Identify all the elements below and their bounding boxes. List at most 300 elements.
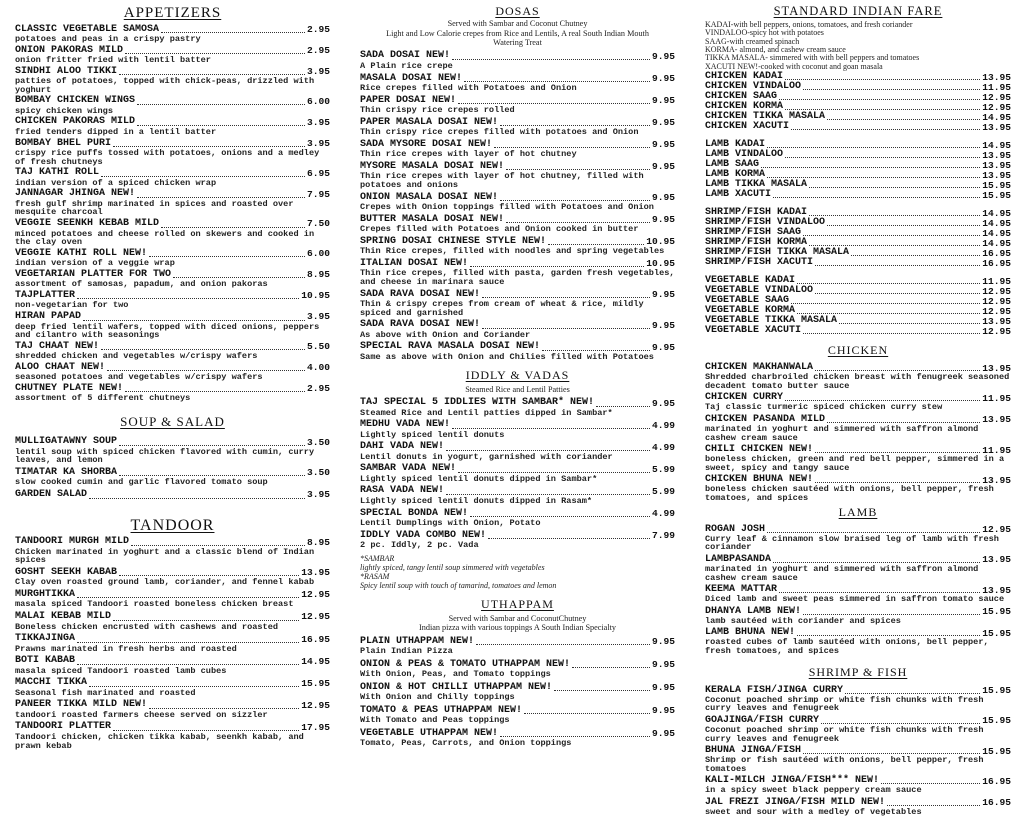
item-name: VEGETABLE VINDALOO [705,285,814,297]
item-price: 13.95 [982,474,1011,486]
menu-item [360,464,675,483]
item-description: indian version of a veggie wrap [15,258,175,269]
dot-leader [803,89,980,90]
menu-item [15,96,330,115]
dot-leader [809,215,980,216]
standard-group [705,276,1011,336]
item-price: 10.95 [301,290,330,302]
dosas-list [360,51,675,361]
item-description: marinated in yoghurt and simmered with saffron almond cashew cream sauce [705,424,979,443]
menu-item-line [705,258,1011,268]
dot-leader [803,614,980,615]
menu-item [15,312,330,340]
item-description: Plain Indian Pizza [360,646,453,656]
dot-leader [791,303,980,304]
menu-item [705,686,1011,713]
item-description: Thin Rice crepes, filled with noodles and spring vegetables [360,246,665,257]
item-description: Lentil Dumplings with Onion, Potato [360,518,541,529]
item-name: RASA VADA NEW! [360,485,445,497]
item-price: 9.95 [651,341,675,353]
item-description: Chicken marinated in yoghurt and a classic blend of Indian spices [15,546,315,566]
menu-item [360,398,675,417]
item-price: 14.95 [982,111,1011,123]
item-name: TIMATAR KA SHORBA [15,466,118,478]
item-price: 7.50 [306,218,330,230]
dot-leader [803,753,980,754]
item-price: 15.95 [982,715,1011,727]
standard-group [705,208,1011,268]
menu-item [15,384,330,403]
item-price: 9.95 [651,728,675,740]
item-name: TANDOORI MURGH MILD [15,536,130,548]
item-description: Thin crispy rice crepes filled with potatoes and Onion [360,127,639,138]
item-price: 13.95 [982,71,1011,83]
dot-leader [77,664,299,665]
dot-leader [113,730,299,731]
dot-leader [131,545,305,546]
item-price: 15.95 [982,685,1011,697]
item-name: HIRAN PAPAD [15,311,82,322]
item-name: SAMBAR VADA NEW! [360,463,457,475]
item-price: 12.95 [301,611,330,623]
item-name: KALI-MILCH JINGA/FISH*** NEW! [705,775,880,787]
dot-leader [797,283,980,284]
menu-item [15,722,330,750]
dot-leader [524,713,650,714]
dot-leader [149,708,299,709]
item-name: LAMB XACUTI [705,189,772,201]
dot-leader [821,723,980,724]
item-description: spicy chicken wings [15,105,113,116]
item-description: Taj classic turmeric spiced chicken curry stew [705,402,943,413]
menu-item [360,215,675,234]
standard-note: SAAG-with creamed spinach [705,36,800,46]
uthappam-description: Indian pizza with various toppings A South Indian Specialty [419,623,616,633]
item-price: 5.99 [651,485,675,497]
menu-item [15,67,330,95]
item-price: 16.95 [982,257,1011,269]
item-description: fried tenders dipped in a lentil batter [15,126,217,137]
dot-leader [161,32,305,33]
menu-item [360,509,675,528]
item-name: TAJ CHAAT NEW! [15,340,100,352]
item-description: Clay oven roasted ground lamb, coriander, and fennel kabab [15,577,315,588]
dot-leader [785,109,980,110]
item-price: 3.95 [306,66,330,78]
dot-leader [470,266,644,267]
dot-leader [77,298,299,299]
item-name: TIKKAJINGA [15,633,76,645]
menu-item [705,415,1011,442]
item-description: Prawns marinated in fresh herbs and roasted [15,643,237,654]
dot-leader [542,350,650,351]
item-name: VEGETARIAN PLATTER FOR TWO [15,268,172,280]
tandoor-list [15,537,330,750]
menu-item [705,628,1011,655]
item-description: sweet and sour with a medley of vegetables [705,806,922,817]
item-description: assortment of 5 different chutneys [15,393,191,404]
dot-leader [494,147,650,148]
dot-leader [101,176,305,177]
item-price: 9.95 [651,705,675,717]
item-price: 10.95 [646,258,675,270]
item-name: CHICKEN CURRY [705,392,784,404]
rasam-note: Spicy lentil soup with touch of tamarind, tomatoes and lemon [360,581,557,591]
item-description: tandoori roasted farmers cheese served on sizzler [15,709,268,720]
item-price: 10.95 [646,236,675,248]
item-name: ITALIAN DOSAI NEW! [360,257,469,269]
item-name: MALAI KEBAB MILD [15,611,112,623]
item-price: 12.95 [301,699,330,711]
dosas-subtitle: Served with Sambar and Coconut Chutney [447,19,588,29]
menu-item [360,660,675,679]
dot-leader [791,129,980,130]
item-price: 9.95 [651,117,675,129]
item-price: 5.50 [306,341,330,353]
dot-leader [767,177,980,178]
dot-leader [773,197,980,198]
item-name: SADA MYSORE DOSAI NEW! [360,138,493,150]
item-description: assortment of samosas, papadum, and onion pakoras [15,279,268,290]
menu-item [360,420,675,439]
menu-item [15,46,330,65]
uthappam-subtitle: Served with Sambar and CoconutChutney [448,613,587,623]
item-price: 13.95 [982,315,1011,327]
menu-item [360,342,675,361]
standard-note: TIKKA MASALA- simmered with with bell peppers and tomatoes [705,53,920,63]
item-price: 9.95 [651,161,675,173]
dot-leader [149,256,305,257]
soup-salad-heading: SOUP & SALAD [120,413,225,429]
dot-leader [500,736,650,737]
item-price: 9.95 [651,139,675,151]
item-price: 16.95 [982,797,1011,809]
middle-column [360,0,675,749]
dot-leader [470,516,650,517]
dot-leader [452,59,650,60]
item-description: potatoes and peas in a crispy pastry [15,34,201,44]
item-name: MURGHTIKKA [15,588,76,600]
item-description: deep fried lentil wafers, topped with diced onions, peppers and cilantro with seasonings [15,321,320,341]
item-price: 13.95 [982,362,1011,374]
item-description: roasted cubes of lamb sautéed with onions, bell pepper, fresh tomatoes, and spices [705,637,989,656]
item-name: GARDEN SALAD [15,489,88,501]
item-price: 9.95 [651,635,675,647]
menu-item [15,537,330,565]
item-name: CLASSIC VEGETABLE SAMOSA [15,23,160,35]
item-name: LAMB KORMA [705,169,766,181]
menu-item [15,342,330,361]
item-description: 2 pc. Iddly, 2 pc. Vada [360,540,479,551]
item-name: TOMATO & PEAS UTHAPPAM NEW! [360,704,523,716]
dot-leader [458,103,650,104]
item-price: 6.95 [306,167,330,179]
dosas-description: Light and Low Calorie crepes from Rice and Lentils, A real South Indian Mouth Watering Treat [386,28,649,48]
dot-leader [137,104,305,105]
standard-groups [705,72,1011,336]
item-name: SPECIAL BONDA NEW! [360,507,469,519]
dot-leader [815,265,980,266]
item-name: CHICKEN XACUTI [705,121,790,133]
menu-item [705,326,1011,336]
dot-leader [137,197,305,198]
item-name: IDDLY VADA COMBO NEW! [360,529,487,541]
item-price: 12.95 [301,589,330,601]
item-name: SPECIAL RAVA MASALA DOSAI NEW! [360,341,541,353]
item-price: 12.95 [982,325,1011,337]
menu-item [360,237,675,256]
soup-list [15,437,330,500]
item-price: 16.95 [982,247,1011,259]
dot-leader [767,532,980,533]
iddly-heading: IDDLY & VADAS [465,368,570,383]
menu-item [705,258,1011,268]
standard-fare-heading: STANDARD INDIAN FARE [773,4,943,18]
item-price: 6.00 [306,95,330,107]
item-description: in a spicy sweet black peppery cream sauce [705,785,922,796]
item-name: KERALA FISH/JINGA CURRY [705,684,844,696]
item-name: MEDHU VADA NEW! [360,419,451,431]
item-price: 4.00 [306,362,330,374]
item-name: DAHI VADA NEW! [360,441,445,453]
sambar-note-title: *SAMBAR [360,553,395,563]
dot-leader [119,575,299,576]
menu-item [705,746,1011,773]
sambar-note: lightly spiced, tangy lentil soup simmered with vegetables [360,562,545,572]
menu-item [15,291,330,310]
item-name: ONION & HOT CHILLI UTHAPPAM NEW! [360,681,553,693]
dot-leader [827,225,980,226]
dot-leader [488,538,650,539]
item-name: ONION PAKORAS MILD [15,44,124,56]
dot-leader [89,498,305,499]
item-description: non-vegetarian for two [15,300,129,311]
item-name: CHICKEN PAKORAS MILD [15,116,136,128]
item-description: Thin rice crepes with layer of hot chutney [360,149,577,160]
item-price: 9.95 [651,95,675,107]
dot-leader [476,644,650,645]
item-description: crispy rice puffs tossed with potatoes, onions and a medley of fresh chutneys [15,148,320,167]
item-price: 3.95 [306,489,330,501]
dot-leader [83,320,305,321]
menu-item-line [15,490,330,501]
item-description: lamb sautéed with coriander and spices [705,615,901,626]
dot-leader [815,482,980,483]
item-name: TAJPLATTER [15,289,76,301]
item-name: SPRING DOSAI CHINESE STYLE NEW! [360,235,547,247]
item-name: VEGETABLE TIKKA MASALA [705,315,838,327]
item-name: CHUTNEY PLATE NEW! [15,382,124,394]
dot-leader [119,74,305,75]
dot-leader [827,422,980,423]
dot-leader [554,690,650,691]
menu-item [15,117,330,136]
item-name: VEGETABLE KORMA [705,305,796,317]
item-price: 12.95 [982,91,1011,103]
item-name: CHICKEN KORMA [705,101,784,113]
menu-item [15,363,330,382]
item-name: LAMB TIKKA MASALA [705,179,808,191]
item-price: 14.95 [982,139,1011,151]
item-description: boneless chicken sautéed with onions, bell pepper, fresh tomatoes, and spices [705,484,994,504]
dot-leader [77,597,299,598]
dot-leader [779,592,980,593]
menu-item [705,585,1011,604]
item-name: TAJ SPECIAL 5 IDDLIES WITH SAMBAR* NEW! [360,397,595,409]
standard-notes [705,21,1011,71]
item-name: VEGGIE SEENKH KEBAB MILD [15,218,160,230]
menu-item-line [705,122,1011,132]
menu-item [705,393,1011,412]
dot-leader [797,313,980,314]
item-description: Thin & crispy crepes from cream of wheat & rice, mildly spiced and garnished [360,299,644,318]
menu-item [360,162,675,190]
item-description: boneless chicken, green and red bell pepper, simmered in a sweet, spicy and tangy sauce [705,454,1005,473]
left-column [15,0,330,751]
menu-item [705,122,1011,132]
item-description: Seasonal fish marinated and roasted [15,687,196,698]
item-description: Shredded charbroiled chicken breast with fenugreek seasoned decadent tomato butter sauce [705,372,1010,391]
item-name: BOTI KABAB [15,655,76,667]
item-price: 6.00 [306,248,330,260]
item-description: slow cooked cumin and garlic flavored tomato soup [15,477,268,488]
menu-item [360,320,675,339]
menu-item [15,189,330,217]
dot-leader [89,686,299,687]
dot-leader [881,783,980,784]
item-name: LAMB KADAI [705,139,766,151]
menu-item [360,74,675,93]
item-price: 11.95 [982,275,1011,287]
dot-leader [803,333,980,334]
item-name: SADA RAVA DOSAI NEW! [360,319,481,331]
item-name: LAMBPASANDA [705,554,772,565]
item-price: 15.95 [982,627,1011,639]
item-name: SADA DOSAI NEW! [360,50,451,62]
item-price: 4.99 [651,507,675,519]
menu-item [705,525,1011,552]
rasam-note-title: *RASAM [360,572,390,582]
menu-item [360,51,675,70]
standard-note: VINDALOO-spicy hot with potatoes [705,28,824,38]
item-price: 3.95 [306,311,330,323]
menu-item [360,193,675,212]
menu-item [15,634,330,653]
dosas-heading: DOSAS [495,4,540,18]
menu-item [360,96,675,115]
lamb-heading: LAMB [838,504,878,519]
item-price: 8.95 [306,536,330,548]
dot-leader [446,450,650,451]
item-price: 9.95 [651,319,675,331]
item-price: 2.95 [306,383,330,395]
item-name: GOSHT SEEKH KABAB [15,566,118,578]
dot-leader [785,79,980,80]
item-name: SHRIMP/FISH SAAG [705,227,802,239]
uthappam-heading: UTHAPPAM [481,597,554,612]
item-description: seasoned potatoes and vegetables w/crispy wafers [15,372,263,383]
menu-item [705,190,1011,200]
item-description: Lightly spiced lentil donuts [360,429,505,440]
menu-item [360,486,675,505]
item-description: Tandoori chicken, chicken tikka kabab, seenkh kabab, and prawn kebab [15,731,304,751]
menu-item [360,290,675,318]
dot-leader [887,805,980,806]
item-price: 12.95 [982,285,1011,297]
menu-item [705,716,1011,743]
item-description: indian version of a spiced chicken wrap [15,177,217,188]
dot-leader [125,53,305,54]
dot-leader [845,693,980,694]
item-name: MACCHI TIKKA [15,677,88,689]
dot-leader [464,81,650,82]
item-price: 14.95 [982,207,1011,219]
dot-leader [797,635,980,636]
item-price: 11.95 [982,392,1011,404]
dot-leader [107,370,305,371]
appetizers-heading: APPETIZERS [123,5,222,21]
item-price: 3.50 [306,436,330,448]
item-price: 3.95 [306,138,330,149]
item-name: TAJ KATHI ROLL [15,167,100,179]
item-name: LAMB SAAG [705,159,760,171]
menu-item-line [705,326,1011,336]
menu-item-line [15,312,330,323]
item-price: 4.99 [651,441,675,453]
item-price: 8.95 [306,269,330,281]
item-description: masala spiced Tandoori roasted lamb cubes [15,665,227,676]
item-name: LAMB BHUNA NEW! [705,627,796,639]
dot-leader [500,200,650,201]
chicken-heading: CHICKEN [827,343,889,358]
item-description: Thin crispy rice crepes rolled [360,105,515,116]
item-description: patties of potatoes, topped with chick-peas, drizzled with yoghurt [15,76,315,95]
item-description: minced potatoes and cheese rolled on skewers and cooked in the clay oven [15,228,315,248]
dot-leader [452,428,650,429]
dot-leader [113,620,299,621]
item-name: GOAJINGA/FISH CURRY [705,714,820,726]
iddly-subtitle: Steamed Rice and Lentil Patties [465,384,570,394]
item-name: VEGETABLE SAAG [705,295,790,307]
dot-leader [773,562,980,563]
item-price: 16.95 [982,775,1011,787]
dot-leader [785,157,980,158]
item-name: JANNAGAR JHINGA NEW! [15,188,136,200]
appetizers-list [15,25,330,403]
item-price: 3.50 [306,467,330,479]
menu-item [15,656,330,675]
item-name: SHRIMP/FISH TIKKA MASALA [705,247,850,259]
menu-item [15,168,330,187]
item-price: 15.95 [301,677,330,689]
item-price: 9.95 [651,50,675,62]
item-price: 16.95 [301,633,330,645]
menu-item [705,798,1011,817]
item-price: 14.95 [982,237,1011,249]
item-description: Thin rice crepes, filled with pasta, garden fresh vegetables, and cheese in marinara sauce [360,268,675,287]
item-price: 9.95 [651,214,675,226]
item-name: MASALA DOSAI NEW! [360,72,463,84]
dot-leader [803,235,980,236]
item-description: Rice crepes filled with Potatoes and Onion [360,83,577,94]
item-name: PLAIN UTHAPPAM NEW! [360,635,475,647]
menu-item [15,678,330,697]
item-name: KEEMA MATTAR [705,584,778,596]
menu-item-line [360,398,675,409]
dot-leader [101,349,305,350]
standard-note: XACUTI NEW!-cooked with coconut and goan masala [705,61,883,71]
item-description: Crepes with Onion toppings filled with Potatoes and Onion [360,202,654,213]
